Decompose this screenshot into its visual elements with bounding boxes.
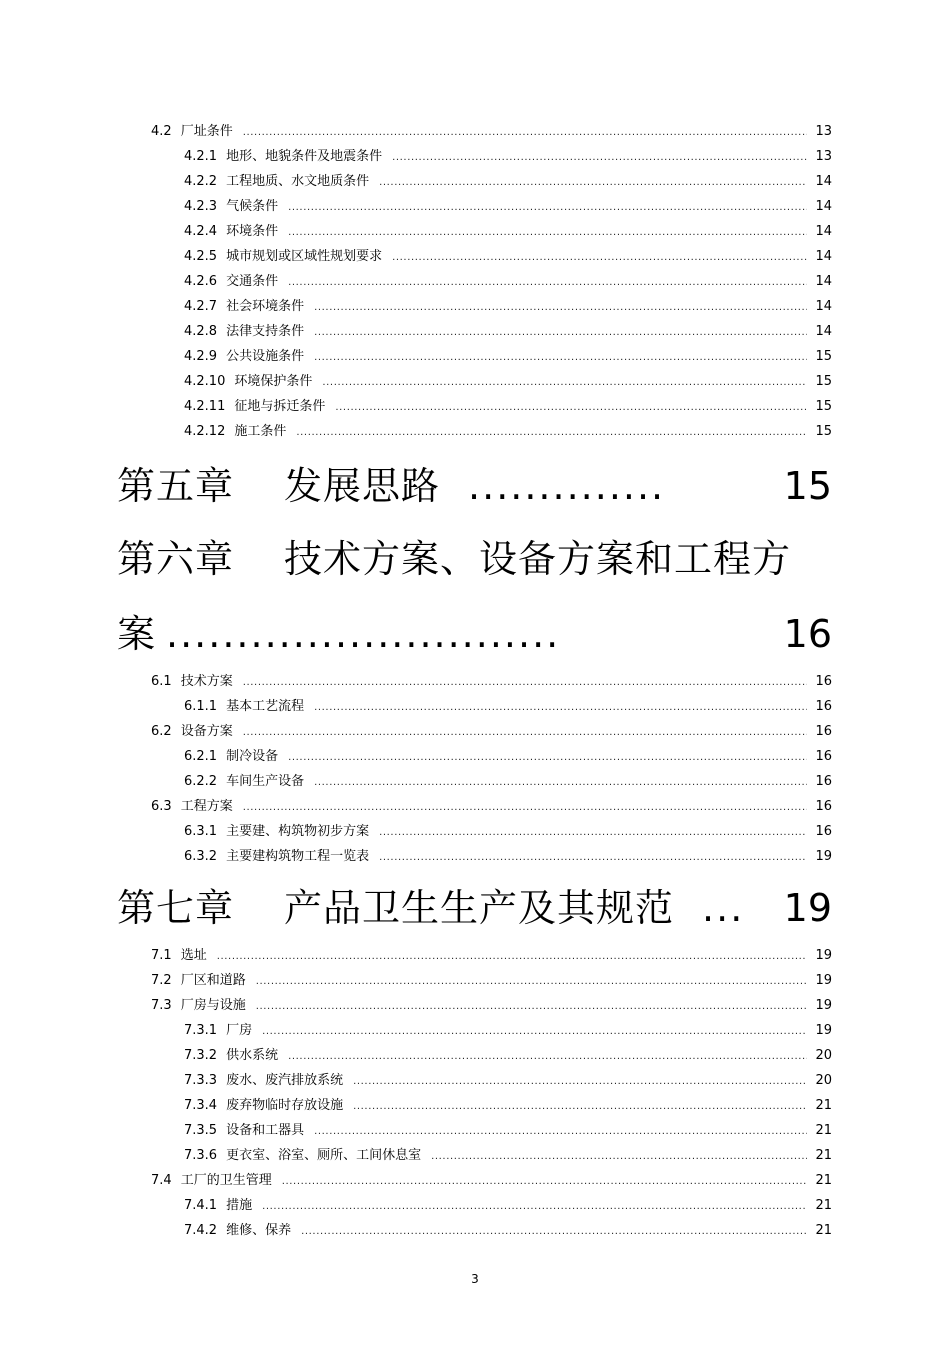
entry-number: 6.2.1 [184,749,218,764]
toc-entry[interactable] [184,272,832,293]
chapter-6-heading[interactable] [117,536,832,582]
leader-dots [335,398,807,418]
toc-entry[interactable] [151,1171,832,1192]
entry-title: 法律支持条件 [226,324,305,339]
entry-title: 设备方案 [180,724,233,739]
entry-number: 7.3 [151,998,172,1013]
leader-dots [217,947,808,967]
toc-entry[interactable] [184,397,832,418]
entry-title: 制冷设备 [226,749,279,764]
leader-dots [379,848,807,868]
entry-page: 21 [815,1198,832,1213]
entry-page: 14 [815,324,832,339]
entry-number: 7.1 [151,948,172,963]
entry-page: 15 [815,349,832,364]
entry-page: 19 [815,849,832,864]
toc-entry[interactable] [184,222,832,243]
entry-page: 14 [815,174,832,189]
entry-number: 4.2.11 [184,399,226,414]
entry-title: 厂址条件 [180,124,233,139]
toc-entry[interactable] [184,372,832,393]
leader-dots [243,723,808,743]
chapter-number: 第五章 [117,464,235,508]
toc-entry[interactable] [151,122,832,143]
entry-number: 6.3.2 [184,849,218,864]
entry-title: 交通条件 [226,274,279,289]
entry-title: 工厂的卫生管理 [180,1173,272,1188]
entry-title: 征地与拆迁条件 [234,399,326,414]
chapter-5-heading[interactable] [117,463,832,509]
entry-title: 主要建、构筑物初步方案 [226,824,370,839]
entry-title: 供水系统 [226,1048,279,1063]
toc-entry[interactable] [151,971,832,992]
toc-entry[interactable] [184,747,832,768]
entry-title: 技术方案 [180,674,233,689]
leader-dots [262,1022,807,1042]
leader-dots [288,223,807,243]
chapter-page: 15 [783,464,832,508]
entry-page: 16 [815,749,832,764]
entry-title: 基本工艺流程 [226,699,305,714]
entry-page: 14 [815,249,832,264]
entry-title: 维修、保养 [226,1223,292,1238]
entry-number: 7.4.2 [184,1223,218,1238]
entry-title: 厂区和道路 [180,973,246,988]
leader-dots [296,423,807,443]
leader-dots [288,1047,807,1067]
toc-entry[interactable] [184,697,832,718]
toc-entry[interactable] [184,422,832,443]
leader-dots [353,1072,807,1092]
entry-page: 20 [815,1073,832,1088]
entry-number: 6.2 [151,724,172,739]
leader-dots [392,248,807,268]
leader-dots: ............................ [166,612,561,656]
leader-dots [288,273,807,293]
entry-number: 4.2.8 [184,324,218,339]
entry-title: 社会环境条件 [226,299,305,314]
entry-page: 19 [815,1023,832,1038]
entry-number: 6.3 [151,799,172,814]
entry-number: 7.2 [151,973,172,988]
entry-number: 4.2.3 [184,199,218,214]
entry-title: 施工条件 [234,424,287,439]
toc-entry[interactable] [184,847,832,868]
entry-number: 7.3.5 [184,1123,218,1138]
entry-page: 19 [815,998,832,1013]
toc-entry[interactable] [184,772,832,793]
entry-title: 工程地质、水文地质条件 [226,174,370,189]
entry-title: 车间生产设备 [226,774,305,789]
entry-page: 14 [815,199,832,214]
chapter-title: 发展思路 [284,464,441,508]
entry-number: 7.3.3 [184,1073,218,1088]
leader-dots [431,1147,807,1167]
entry-title: 地形、地貌条件及地震条件 [226,149,383,164]
entry-number: 7.3.2 [184,1048,218,1063]
entry-number: 4.2.6 [184,274,218,289]
toc-entry[interactable] [151,996,832,1017]
entry-page: 19 [815,948,832,963]
entry-number: 4.2.9 [184,349,218,364]
entry-page: 21 [815,1123,832,1138]
entry-title: 措施 [226,1198,253,1213]
chapter-title: 技术方案、设备方案和工程方 [284,537,792,581]
entry-title: 厂房与设施 [180,998,246,1013]
leader-dots [314,323,807,343]
toc-entry[interactable] [184,1121,832,1142]
toc-entry[interactable] [184,297,832,318]
toc-entry[interactable] [184,1071,832,1092]
leader-dots: ... [702,886,745,930]
entry-page: 15 [815,399,832,414]
leader-dots [243,673,808,693]
entry-page: 21 [815,1148,832,1163]
entry-page: 13 [815,149,832,164]
entry-number: 6.3.1 [184,824,218,839]
entry-page: 13 [815,124,832,139]
leader-dots [314,1122,807,1142]
toc-entry[interactable] [184,322,832,343]
toc-entry[interactable] [184,247,832,268]
entry-page: 16 [815,699,832,714]
entry-number: 6.2.2 [184,774,218,789]
entry-page: 16 [815,824,832,839]
entry-page: 21 [815,1223,832,1238]
page-number: 3 [471,1272,479,1286]
entry-title: 城市规划或区域性规划要求 [226,249,383,264]
leader-dots [301,1222,807,1242]
chapter-title: 产品卫生生产及其规范 [284,886,675,930]
leader-dots: .............. [468,464,666,508]
entry-page: 21 [815,1173,832,1188]
toc-entry[interactable] [184,822,832,843]
entry-number: 7.3.4 [184,1098,218,1113]
leader-dots [392,148,807,168]
toc-entry[interactable] [184,1046,832,1067]
leader-dots [314,773,807,793]
leader-dots [314,698,807,718]
chapter-number: 第七章 [117,886,235,930]
entry-number: 4.2.12 [184,424,226,439]
toc-entry[interactable] [184,147,832,168]
entry-number: 7.3.1 [184,1023,218,1038]
entry-number: 4.2.1 [184,149,218,164]
leader-dots [256,972,808,992]
entry-title: 废水、废汽排放系统 [226,1073,344,1088]
leader-dots [322,373,807,393]
entry-number: 7.4 [151,1173,172,1188]
entry-number: 6.1.1 [184,699,218,714]
entry-title: 设备和工器具 [226,1123,305,1138]
leader-dots [243,798,808,818]
leader-dots [256,997,808,1017]
entry-number: 4.2.10 [184,374,226,389]
entry-page: 20 [815,1048,832,1063]
leader-dots [288,198,807,218]
toc-entry[interactable] [184,1096,832,1117]
entry-page: 14 [815,299,832,314]
entry-page: 14 [815,274,832,289]
leader-dots [379,823,807,843]
entry-number: 7.4.1 [184,1198,218,1213]
entry-title: 更衣室、浴室、厕所、工间休息室 [226,1148,422,1163]
leader-dots [282,1172,808,1192]
chapter-page: 16 [783,612,832,656]
entry-page: 16 [815,799,832,814]
entry-number: 4.2.4 [184,224,218,239]
entry-page: 21 [815,1098,832,1113]
entry-number: 7.3.6 [184,1148,218,1163]
entry-title: 气候条件 [226,199,279,214]
toc-entry[interactable] [184,172,832,193]
entry-number: 4.2.7 [184,299,218,314]
leader-dots [288,748,807,768]
toc-entry[interactable] [151,722,832,743]
entry-title: 环境保护条件 [234,374,313,389]
leader-dots [353,1097,807,1117]
chapter-page: 19 [783,886,832,930]
chapter-title-continued: 案 [117,612,157,656]
entry-page: 16 [815,774,832,789]
entry-title: 环境条件 [226,224,279,239]
toc-entry[interactable] [184,1021,832,1042]
entry-title: 公共设施条件 [226,349,305,364]
toc-entry[interactable] [184,197,832,218]
toc-entry[interactable] [184,1146,832,1167]
chapter-6-heading-continued[interactable] [117,611,832,657]
entry-page: 14 [815,224,832,239]
entry-number: 6.1 [151,674,172,689]
toc-entry[interactable] [151,946,832,967]
entry-page: 19 [815,973,832,988]
entry-page: 16 [815,724,832,739]
entry-number: 4.2.2 [184,174,218,189]
chapter-7-heading[interactable] [117,885,832,931]
entry-number: 4.2.5 [184,249,218,264]
entry-title: 废弃物临时存放设施 [226,1098,344,1113]
leader-dots [243,123,808,143]
toc-entry[interactable] [184,347,832,368]
chapter-number: 第六章 [117,537,235,581]
toc-entry[interactable] [184,1196,832,1217]
entry-page: 15 [815,424,832,439]
toc-entry[interactable] [151,797,832,818]
leader-dots [314,348,807,368]
entry-page: 15 [815,374,832,389]
entry-title: 选址 [180,948,207,963]
entry-number: 4.2 [151,124,172,139]
leader-dots [379,173,807,193]
entry-title: 工程方案 [180,799,233,814]
leader-dots [262,1197,807,1217]
toc-entry[interactable] [184,1221,832,1242]
entry-page: 16 [815,674,832,689]
entry-title: 厂房 [226,1023,253,1038]
leader-dots [314,298,807,318]
entry-title: 主要建构筑物工程一览表 [226,849,370,864]
toc-entry[interactable] [151,672,832,693]
